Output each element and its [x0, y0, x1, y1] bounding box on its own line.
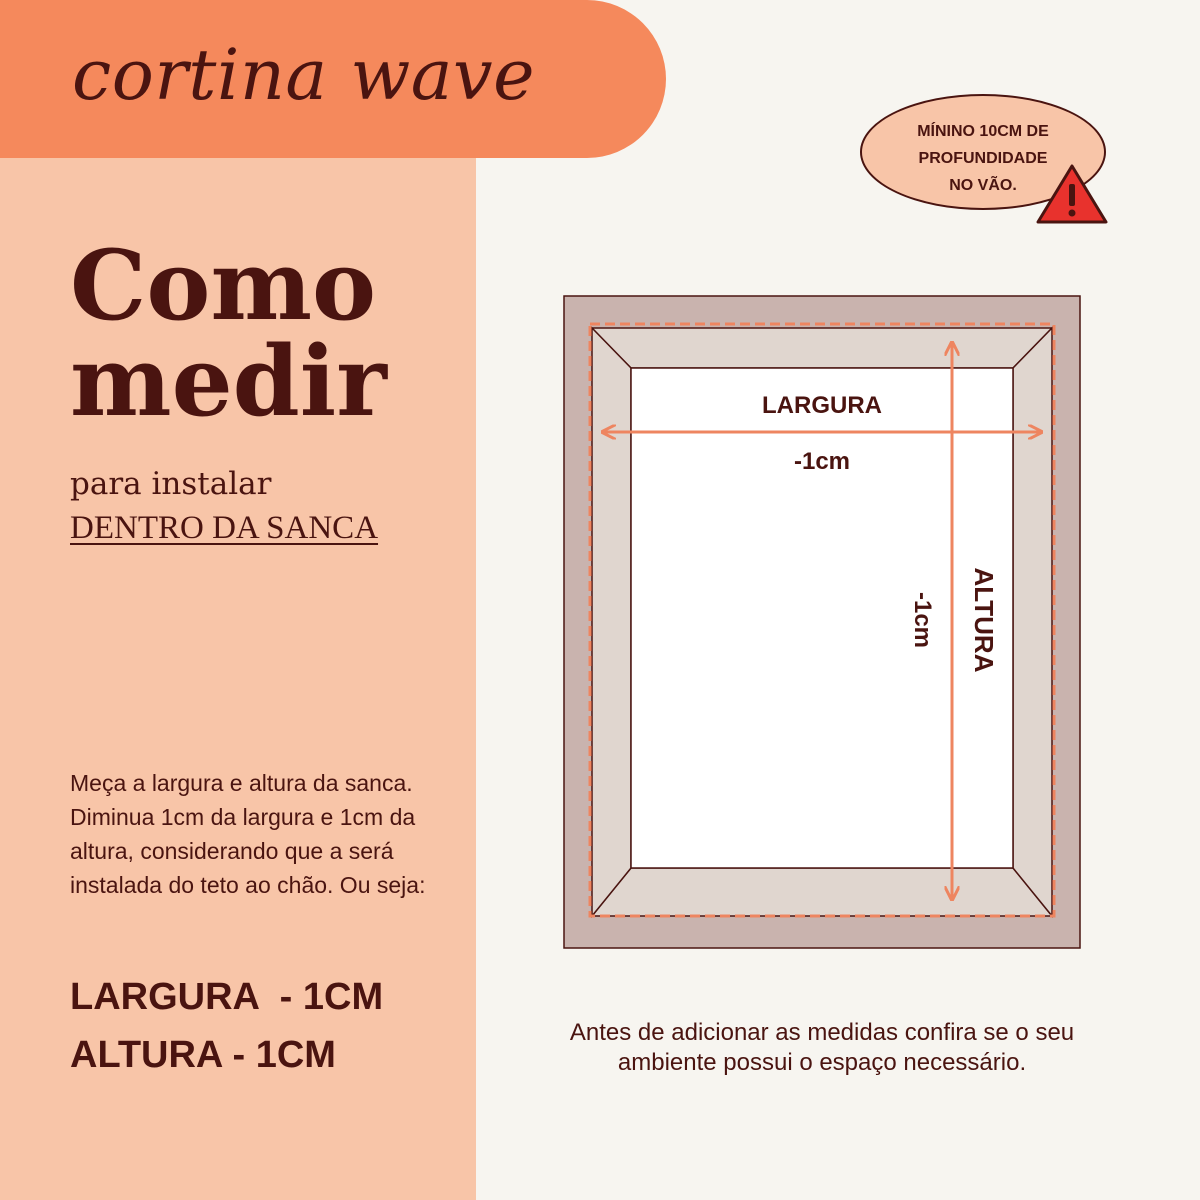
recess-left — [592, 328, 631, 916]
width-deduction: -1cm — [793, 448, 851, 475]
warning-triangle-icon — [1034, 162, 1110, 226]
brand-title: cortina wave — [72, 34, 536, 116]
height-label: ALTURA — [969, 567, 999, 673]
height-deduction: -1cm — [909, 591, 936, 649]
subtitle: para instalar — [70, 466, 272, 502]
instructions-paragraph: Meça a largura e altura da sanca. Diminua 1cm da largura e 1cm da altura, considerando que a será instalada do teto ao chão. Ou seja: — [70, 770, 426, 898]
recess-bottom — [592, 868, 1052, 916]
recess-top — [592, 328, 1052, 368]
page-title-line-1: Como — [70, 229, 377, 342]
page-title — [70, 229, 470, 438]
window-diagram — [560, 292, 1084, 952]
formula-width: LARGURA - 1CM — [70, 976, 384, 1018]
footer-note: Antes de adicionar as medidas confira se o seu ambiente possui o espaço necessário. — [569, 1019, 1075, 1076]
page-title-line-2: medir — [70, 325, 387, 438]
formula-height: ALTURA - 1CM — [70, 1034, 336, 1076]
width-label: LARGURA — [762, 392, 882, 419]
warning-line-3: NO VÃO. — [949, 177, 1017, 194]
left-panel — [0, 0, 476, 1200]
warning-line-2: PROFUNDIDADE — [918, 150, 1048, 167]
window-opening — [631, 368, 1013, 868]
warning-line-1: MÍNINO 10CM DE — [917, 123, 1049, 140]
recess-right — [1013, 328, 1052, 916]
subtitle-emphasis: DENTRO DA SANCA — [70, 510, 379, 546]
